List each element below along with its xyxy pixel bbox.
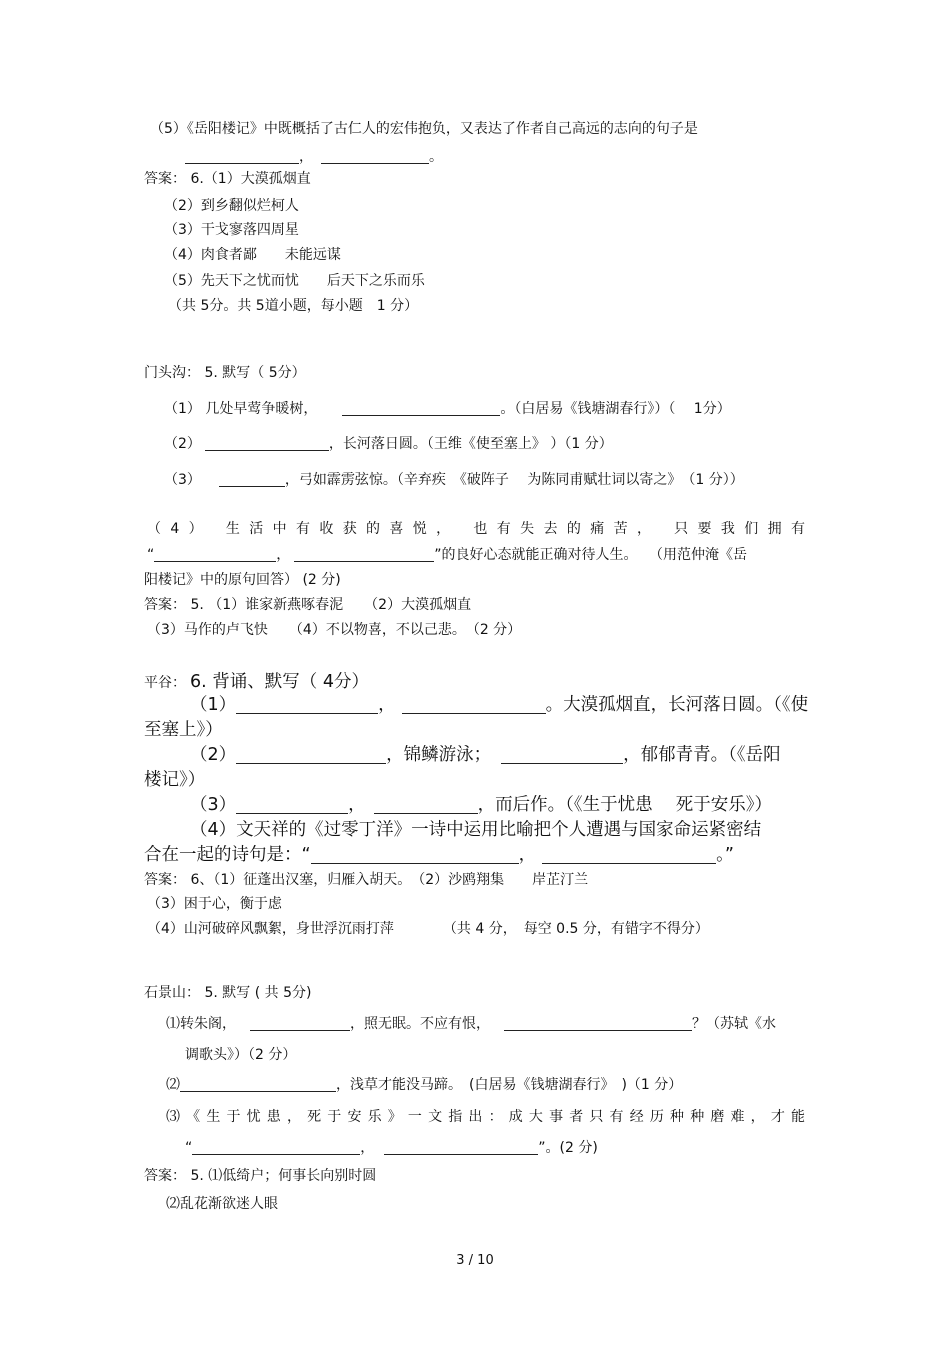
answer-blank — [236, 797, 348, 814]
answer-blank — [154, 547, 276, 562]
s2-title: 门头沟： 5. 默写（ 5分） — [144, 365, 306, 381]
answer-blank — [294, 547, 434, 562]
answer-blank — [192, 1140, 360, 1155]
answer-blank — [542, 847, 716, 864]
answer-blank — [402, 697, 546, 714]
s3-q1: （1） ， 。大漠孤烟直，长河落日圆。（《使 — [190, 695, 809, 715]
s3-title: 平谷： 6. 背诵、默写（ 4分） — [144, 672, 369, 692]
s3-answer-3: （4）山河破碎风飘絮，身世浮沉雨打萍 （共 4 分， 每空 0.5 分，有错字不得分） — [147, 921, 709, 937]
answer-blank — [321, 149, 429, 164]
answer-blank — [250, 1016, 350, 1031]
s3-answer-2: （3）困于心，衡于虑 — [147, 896, 282, 912]
s3-q2: （2） ，锦鳞游泳； ，郁郁青青。（《岳阳 — [190, 745, 781, 765]
s1-answer-4: （4）肉食者鄙 未能远谋 — [164, 247, 341, 263]
answer-blank — [342, 401, 500, 416]
s3-q3: （3） ， ，而后作。（《生于忧患 死于安乐》） — [190, 795, 772, 815]
s2-answer-2: （3）马作的卢飞快 （4）不以物喜，不以己悲。 （2 分） — [147, 622, 522, 638]
s2-q4-line1: （4） 生活中有收获的喜悦， 也有失去的痛苦， 只要我们拥有 — [147, 521, 805, 537]
s3-q4-line1: （4）文天祥的《过零丁洋》一诗中运用比喻把个人遭遇与国家命运紧密结 — [190, 820, 762, 840]
s1-answer-5: （5）先天下之忧而忧 后天下之乐而乐 — [164, 273, 425, 289]
s2-q3: （3） ，弓如霹雳弦惊。（辛弃疾 《破阵子 为陈同甫赋壮词以寄之》 （1 分）） — [164, 472, 744, 488]
s1-q5-text: （5）《岳阳楼记》中既概括了古仁人的宏伟抱负，又表达了作者自己高远的志向的句子是 — [150, 121, 698, 137]
s2-q4-line3: 阳楼记》中的原句回答） (2 分) — [144, 572, 341, 588]
s2-q4-line2: “ ， ”的良好心态就能正确对待人生。 （用范仲淹《岳 — [147, 547, 747, 563]
answer-blank — [384, 1140, 538, 1155]
s1-q5-blanks: ， 。 — [185, 148, 443, 166]
answer-blank — [236, 697, 378, 714]
answer-blank — [501, 747, 623, 764]
s4-answer-1: 答案： 5. ⑴低绮户；何事长向别时圆 — [144, 1168, 377, 1184]
page-number: 3 / 10 — [456, 1253, 494, 1268]
s2-answer-1: 答案： 5. （1）谁家新燕啄春泥 （2）大漠孤烟直 — [144, 597, 472, 613]
s2-q2: （2） ，长河落日圆。（王维《使至塞上》 ）（1 分） — [164, 436, 613, 452]
s4-q1: ⑴转朱阁， ，照无眠。不应有恨， ？（苏轼《水 — [166, 1016, 776, 1032]
s1-answer-3: （3）干戈寥落四周星 — [164, 222, 299, 238]
s4-q1-line2: 调歌头》）（2 分） — [185, 1047, 297, 1063]
s3-answer-1: 答案： 6、（1）征蓬出汉塞，归雁入胡天。 （2）沙鸥翔集 岸芷汀兰 — [144, 872, 589, 888]
s3-q4-line2: 合在一起的诗句是：“ ， 。” — [144, 845, 734, 865]
answer-blank — [504, 1016, 692, 1031]
s4-answer-2: ⑵乱花渐欲迷人眼 — [166, 1196, 278, 1212]
answer-blank — [185, 149, 299, 164]
s1-answer-head: 答案： 6.（1）大漠孤烟直 — [144, 171, 311, 187]
s4-title: 石景山： 5. 默写 ( 共 5分) — [144, 985, 312, 1001]
s3-q1-line2: 至塞上》） — [144, 720, 223, 740]
answer-blank — [236, 747, 386, 764]
answer-blank — [205, 436, 329, 451]
s3-q2-line2: 楼记》） — [144, 770, 206, 790]
answer-blank — [374, 797, 478, 814]
answer-blank — [311, 847, 519, 864]
answer-blank — [219, 472, 285, 487]
s1-answer-2: （2）到乡翻似烂柯人 — [164, 198, 299, 214]
s2-q1: （1） 几处早莺争暖树， 。（白居易《钱塘湖春行》）（ 1分） — [164, 401, 731, 417]
answer-blank — [180, 1077, 336, 1092]
s1-score-note: （共 5分。共 5道小题，每小题 1 分） — [168, 298, 419, 314]
s4-q3-line1: ⑶《生于忧患，死于安乐》一文指出：成大事者只有经历种种磨难，才能 — [166, 1109, 805, 1125]
s4-q2: ⑵ ，浅草才能没马蹄。 (白居易《钱塘湖春行》 )（1 分） — [166, 1077, 683, 1093]
s4-q3-line2: “ ， ”。(2 分) — [185, 1140, 598, 1156]
